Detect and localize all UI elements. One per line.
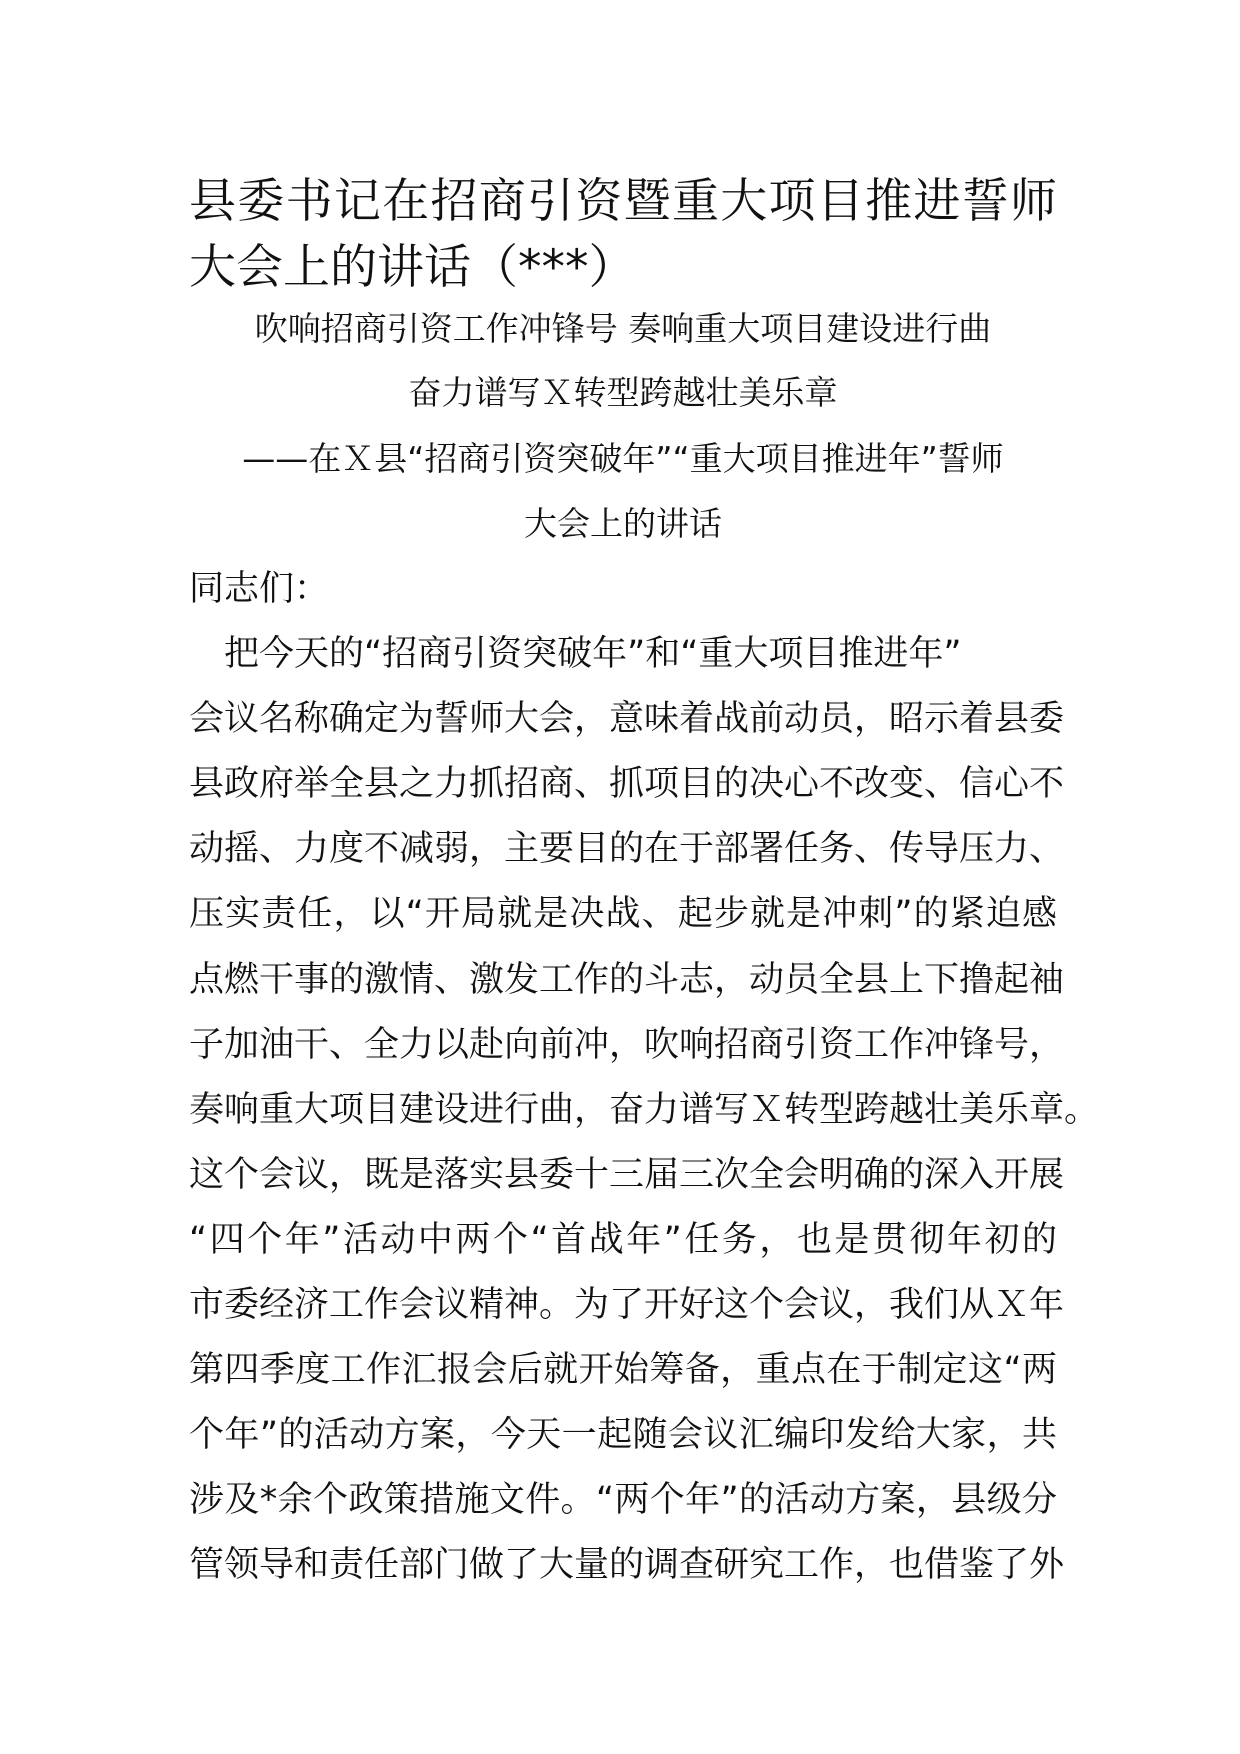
- body-line: 把今天的“招商引资突破年”和“重大项目推进年”: [189, 634, 962, 674]
- document-title-line-1: 县委书记在招商引资暨重大项目推进誓师: [189, 174, 1057, 229]
- body-line: 点燃干事的激情、激发工作的斗志，动员全县上下撸起袖: [189, 959, 1065, 1000]
- body-line: 动摇、力度不减弱，主要目的在于部署任务、传导压力、: [189, 829, 1065, 870]
- body-line: 市委经济工作会议精神。为了开好这个会议，我们从Ｘ年: [189, 1285, 1065, 1325]
- body-line: “四个年”活动中两个“首战年”任务，也是贯彻年初的: [189, 1219, 1057, 1260]
- subtitle-line-4: 大会上的讲话: [524, 504, 722, 543]
- body-line: 奏响重大项目建设进行曲，奋力谱写Ｘ转型跨越壮美乐章。: [189, 1089, 1100, 1130]
- subtitle-line-3: ——在Ｘ县“招商引资突破年”“重大项目推进年”誓师: [242, 439, 1004, 478]
- body-line: 会议名称确定为誓师大会，意味着战前动员，昭示着县委: [189, 699, 1065, 740]
- body-line: 第四季度工作汇报会后就开始筹备，重点在于制定这“两: [189, 1350, 1057, 1391]
- document-title-line-2: 大会上的讲话（***）: [189, 240, 636, 295]
- body-line: 个年”的活动方案，今天一起随会议汇编印发给大家，共: [189, 1415, 1057, 1456]
- body-line: 县政府举全县之力抓招商、抓项目的决心不改变、信心不: [189, 764, 1065, 805]
- salutation: 同志们：: [189, 569, 330, 609]
- body-line: 管领导和责任部门做了大量的调查研究工作，也借鉴了外: [189, 1545, 1065, 1586]
- body-line: 涉及*余个政策措施文件。“两个年”的活动方案，县级分: [189, 1480, 1057, 1521]
- subtitle-line-2: 奋力谱写Ｘ转型跨越壮美乐章: [408, 373, 838, 412]
- body-line: 这个会议，既是落实县委十三届三次全会明确的深入开展: [189, 1154, 1065, 1195]
- body-line: 压实责任，以“开局就是决战、起步就是冲刺”的紧迫感: [189, 894, 1057, 935]
- body-line: 子加油干、全力以赴向前冲，吹响招商引资工作冲锋号，: [189, 1024, 1065, 1065]
- subtitle-line-1: 吹响招商引资工作冲锋号 奏响重大项目建设进行曲: [254, 309, 992, 348]
